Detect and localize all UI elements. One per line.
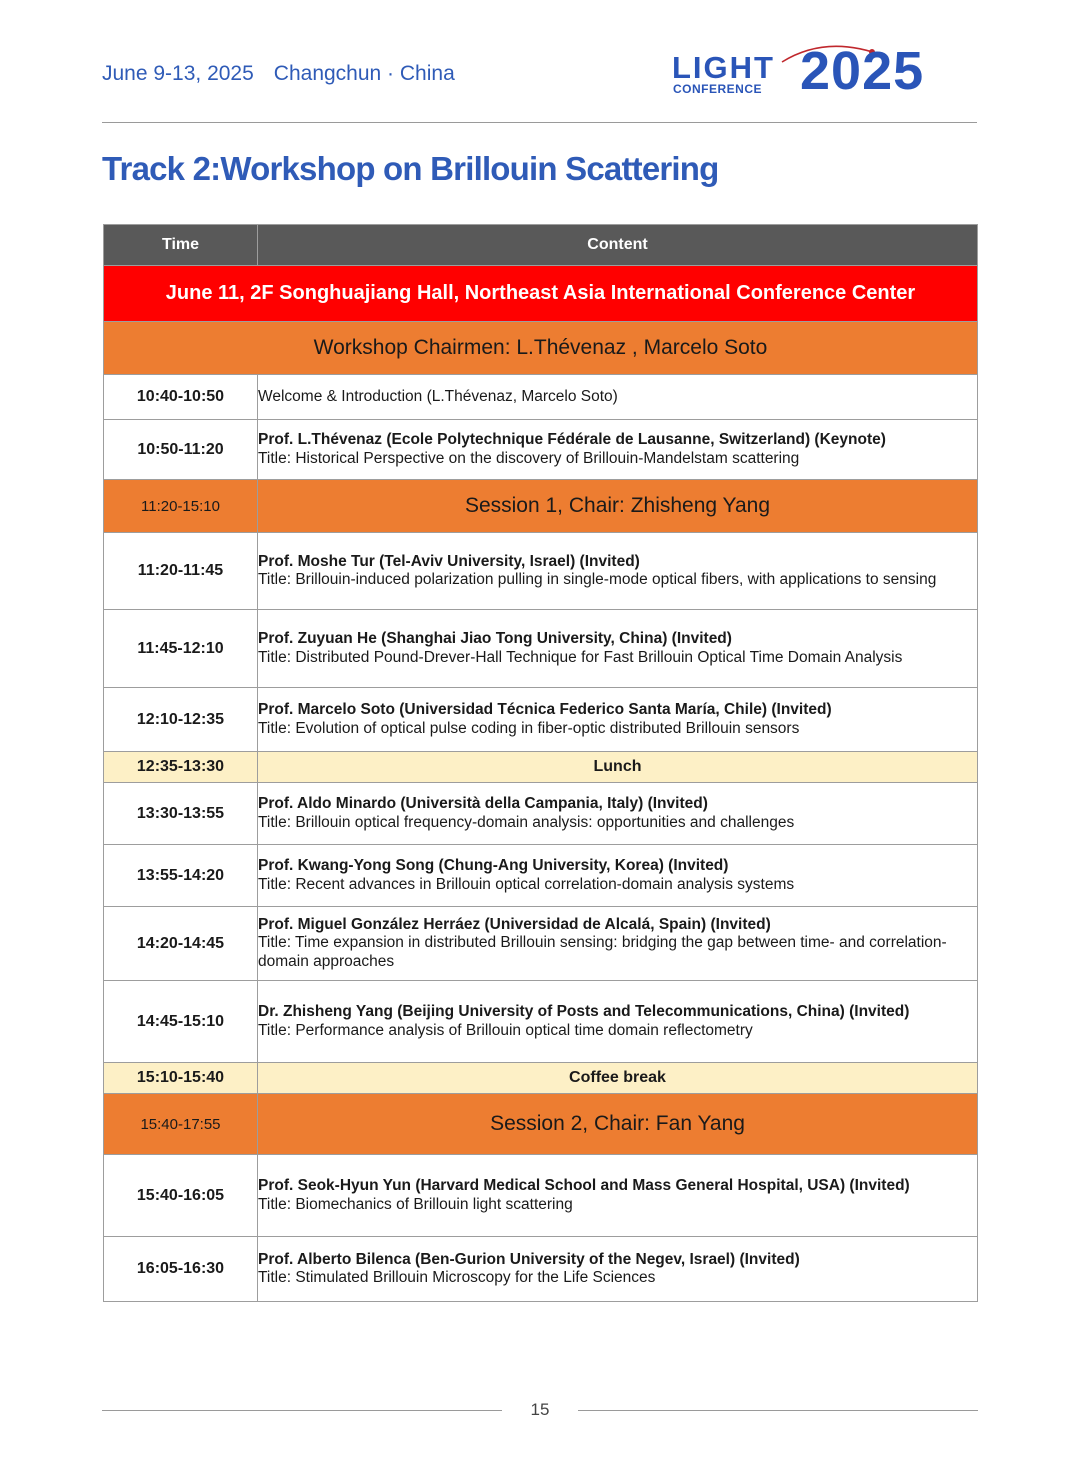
talk-title: Title: Biomechanics of Brillouin light scattering <box>258 1195 573 1213</box>
workshop-chairs: Workshop Chairmen: L.Thévenaz , Marcelo Soto <box>104 322 978 375</box>
talk-content <box>258 845 978 907</box>
talk-title: Title: Brillouin optical frequency-domain analysis: opportunities and challenges <box>258 813 795 831</box>
row-time: 14:45-15:10 <box>104 981 258 1063</box>
row-time: 11:45-12:10 <box>104 610 258 688</box>
table-row <box>104 783 978 845</box>
page-number: 15 <box>530 1400 550 1419</box>
row-time: 10:40-10:50 <box>104 375 258 420</box>
table-header-row <box>104 225 978 266</box>
speaker-name: Prof. Aldo Minardo (Università della Campania, Italy) (Invited) <box>258 795 708 812</box>
break-row <box>104 752 978 783</box>
talk-content <box>258 783 978 845</box>
chairs-row <box>104 322 978 375</box>
talk-title: Title: Performance analysis of Brillouin optical time domain reflectometry <box>258 1021 753 1039</box>
break-label: Coffee break <box>258 1063 978 1094</box>
table-row <box>104 688 978 752</box>
session-title: Session 1, Chair: Zhisheng Yang <box>258 480 978 533</box>
table-row <box>104 1237 978 1302</box>
talk-content <box>258 1155 978 1237</box>
venue-row <box>104 266 978 322</box>
speaker-name: Prof. Kwang-Yong Song (Chung-Ang University, Korea) (Invited) <box>258 857 729 874</box>
table-row <box>104 907 978 981</box>
venue-banner: June 11, 2F Songhuajiang Hall, Northeast Asia International Conference Center <box>104 266 978 322</box>
talk-content <box>258 375 978 420</box>
speaker-name: Prof. Seok-Hyun Yun (Harvard Medical School and Mass General Hospital, USA) (Invited) <box>258 1177 910 1194</box>
break-row <box>104 1063 978 1094</box>
table-row <box>104 375 978 420</box>
column-header-time: Time <box>104 225 258 266</box>
row-time: 12:35-13:30 <box>104 752 258 783</box>
session-row <box>104 480 978 533</box>
speaker-name: Prof. Alberto Bilenca (Ben-Gurion University of the Negev, Israel) (Invited) <box>258 1250 800 1268</box>
row-time: 15:40-16:05 <box>104 1155 258 1237</box>
table-row <box>104 533 978 610</box>
page-title: Track 2:Workshop on Brillouin Scattering <box>102 150 719 187</box>
talk-title: Title: Evolution of optical pulse coding in fiber-optic distributed Brillouin sensors <box>258 719 800 737</box>
speaker-name: Prof. Moshe Tur (Tel-Aviv University, Israel) (Invited) <box>258 552 640 570</box>
talk-title: Title: Time expansion in distributed Brillouin sensing: bridging the gap between time- and correlation-domain approaches <box>258 934 947 970</box>
speaker-name: Prof. Marcelo Soto (Universidad Técnica Federico Santa María, Chile) (Invited) <box>258 701 832 718</box>
row-time: 15:40-17:55 <box>104 1094 258 1155</box>
row-time: 10:50-11:20 <box>104 420 258 480</box>
logo-word: LIGHT <box>672 50 775 85</box>
event-dates: June 9-13, 2025 <box>102 62 254 85</box>
table-row <box>104 610 978 688</box>
column-header-content: Content <box>258 225 978 266</box>
row-time: 15:10-15:40 <box>104 1063 258 1094</box>
event-location: Changchun · China <box>273 62 455 85</box>
talk-title: Title: Distributed Pound-Drever-Hall Technique for Fast Brillouin Optical Time Domain Analysis <box>258 648 903 666</box>
row-time: 11:20-15:10 <box>104 480 258 533</box>
speaker-name: Prof. Miguel González Herráez (Universidad de Alcalá, Spain) (Invited) <box>258 915 771 933</box>
talk-title: Title: Recent advances in Brillouin optical correlation-domain analysis systems <box>258 875 795 893</box>
talk-title: Title: Stimulated Brillouin Microscopy for the Life Sciences <box>258 1269 656 1286</box>
logo-subtitle: CONFERENCE <box>673 82 763 96</box>
schedule-table <box>103 224 978 1302</box>
talk-title: Welcome & Introduction (L.Thévenaz, Marcelo Soto) <box>258 387 618 405</box>
table-row <box>104 981 978 1063</box>
logo-year: 2025 <box>800 41 925 101</box>
table-row <box>104 1155 978 1237</box>
talk-content <box>258 610 978 688</box>
footer-divider-right <box>578 1410 978 1411</box>
row-time: 13:55-14:20 <box>104 845 258 907</box>
row-time: 14:20-14:45 <box>104 907 258 981</box>
break-label: Lunch <box>258 752 978 783</box>
talk-content <box>258 533 978 610</box>
speaker-name: Dr. Zhisheng Yang (Beijing University of Posts and Telecommunications, China) (Invited) <box>258 1003 910 1020</box>
talk-content <box>258 688 978 752</box>
session-title: Session 2, Chair: Fan Yang <box>258 1094 978 1155</box>
talk-title: Title: Brillouin-induced polarization pulling in single-mode optical fibers, with applications to sensing <box>258 571 937 588</box>
row-time: 12:10-12:35 <box>104 688 258 752</box>
conference-logo <box>672 40 978 101</box>
talk-content <box>258 420 978 480</box>
event-info <box>102 62 455 86</box>
speaker-name: Prof. L.Thévenaz (Ecole Polytechnique Fédérale de Lausanne, Switzerland) (Keynote) <box>258 431 886 448</box>
table-row <box>104 420 978 480</box>
header-divider <box>102 122 977 123</box>
row-time: 13:30-13:55 <box>104 783 258 845</box>
footer-divider-left <box>102 1410 502 1411</box>
speaker-name: Prof. Zuyuan He (Shanghai Jiao Tong University, China) (Invited) <box>258 630 732 647</box>
talk-content <box>258 981 978 1063</box>
table-row <box>104 845 978 907</box>
row-time: 11:20-11:45 <box>104 533 258 610</box>
session-row <box>104 1094 978 1155</box>
row-time: 16:05-16:30 <box>104 1237 258 1302</box>
talk-title: Title: Historical Perspective on the discovery of Brillouin-Mandelstam scattering <box>258 449 800 467</box>
talk-content <box>258 907 978 981</box>
talk-content <box>258 1237 978 1302</box>
